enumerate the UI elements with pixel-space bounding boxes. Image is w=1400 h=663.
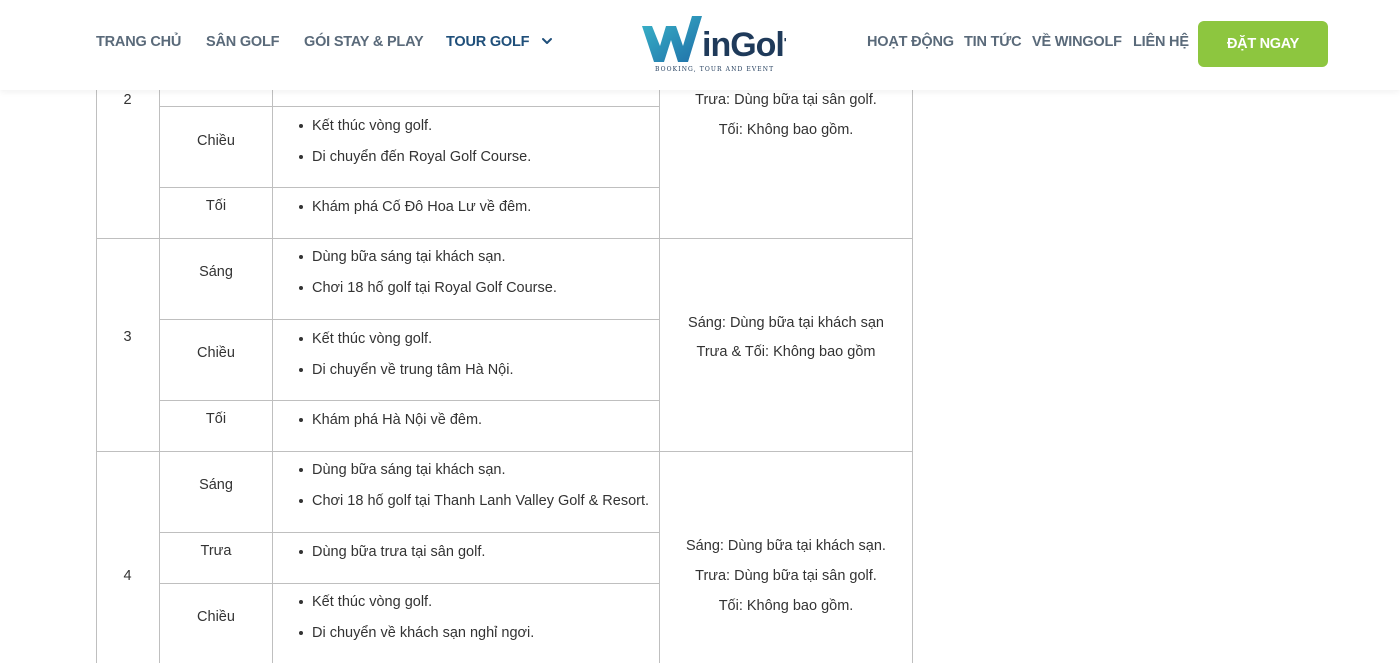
table-border: [159, 583, 660, 584]
nav-golf-courses[interactable]: SÂN GOLF: [206, 34, 280, 50]
time-slot-label: Trưa: [200, 543, 232, 559]
table-border: [159, 532, 660, 533]
meals-note: Sáng: Dùng bữa tại khách sạn.: [686, 538, 886, 554]
meals-note: Tối: Không bao gồm.: [718, 122, 854, 138]
activity-list: [312, 330, 513, 392]
table-border: [96, 451, 913, 452]
meals-note: Sáng: Dùng bữa tại khách sạn: [688, 315, 884, 331]
wingolf-logo[interactable]: [640, 12, 786, 76]
chevron-down-icon: [541, 35, 553, 47]
time-slot-label: Chiều: [197, 133, 235, 149]
list-item: Chơi 18 hố golf tại Royal Golf Course.: [312, 279, 557, 310]
day-number: 4: [123, 568, 132, 584]
logo-mark-icon: [640, 12, 786, 68]
table-border: [912, 0, 913, 663]
logo-tagline: BOOKING, TOUR AND EVENT: [655, 66, 775, 73]
time-slot-label: Tối: [205, 411, 227, 427]
table-border: [159, 319, 660, 320]
list-item: Kết thúc vòng golf.: [312, 593, 534, 624]
list-item: Khám phá Cố Đô Hoa Lư về đêm.: [312, 198, 531, 229]
nav-tour-golf[interactable]: [446, 34, 553, 50]
activity-list: [312, 543, 485, 574]
list-item: Di chuyển đến Royal Golf Course.: [312, 148, 531, 179]
activity-list: [312, 117, 531, 179]
nav-contact[interactable]: LIÊN HỆ: [1133, 34, 1189, 50]
table-border: [159, 0, 160, 663]
table-border: [159, 106, 660, 107]
activity-list: [312, 461, 649, 523]
nav-about[interactable]: VỀ WINGOLF: [1032, 34, 1122, 50]
table-border: [272, 0, 273, 663]
nav-stay-play[interactable]: GÓI STAY & PLAY: [304, 34, 424, 50]
meals-note: Trưa: Dùng bữa tại sân golf.: [695, 568, 877, 584]
table-border: [96, 238, 913, 239]
table-border: [159, 187, 660, 188]
activity-list: [312, 593, 534, 655]
time-slot-label: Chiều: [197, 609, 235, 625]
nav-news[interactable]: TIN TỨC: [964, 34, 1022, 50]
book-now-button[interactable]: ĐẶT NGAY: [1198, 21, 1328, 67]
list-item: Dùng bữa sáng tại khách sạn.: [312, 248, 557, 279]
list-item: Khám phá Hà Nội về đêm.: [312, 411, 482, 442]
list-item: Di chuyển về trung tâm Hà Nội.: [312, 361, 513, 392]
time-slot-label: Sáng: [199, 264, 233, 280]
svg-text:inGolf: inGolf: [702, 26, 786, 64]
meals-note: Trưa & Tối: Không bao gồm: [696, 344, 876, 360]
day-number: 2: [123, 92, 132, 108]
list-item: Kết thúc vòng golf.: [312, 117, 531, 148]
nav-home[interactable]: TRANG CHỦ: [96, 34, 182, 50]
list-item: Dùng bữa trưa tại sân golf.: [312, 543, 485, 574]
activity-list: [312, 198, 531, 229]
time-slot-label: Chiều: [197, 345, 235, 361]
list-item: Kết thúc vòng golf.: [312, 330, 513, 361]
nav-activities[interactable]: HOẠT ĐỘNG: [867, 34, 954, 50]
site-header: [0, 0, 1400, 90]
activity-list: [312, 411, 482, 442]
list-item: Dùng bữa sáng tại khách sạn.: [312, 461, 649, 492]
meals-note: Tối: Không bao gồm.: [718, 598, 854, 614]
nav-tour-golf-label: TOUR GOLF: [446, 34, 530, 50]
list-item: Chơi 18 hố golf tại Thanh Lanh Valley Golf & Resort.: [312, 492, 649, 523]
table-border: [159, 400, 660, 401]
day-number: 3: [123, 329, 132, 345]
time-slot-label: Sáng: [199, 477, 233, 493]
activity-list: [312, 248, 557, 310]
list-item: Di chuyển về khách sạn nghỉ ngơi.: [312, 624, 534, 655]
time-slot-label: Tối: [205, 198, 227, 214]
meals-note: Trưa: Dùng bữa tại sân golf.: [695, 92, 877, 108]
